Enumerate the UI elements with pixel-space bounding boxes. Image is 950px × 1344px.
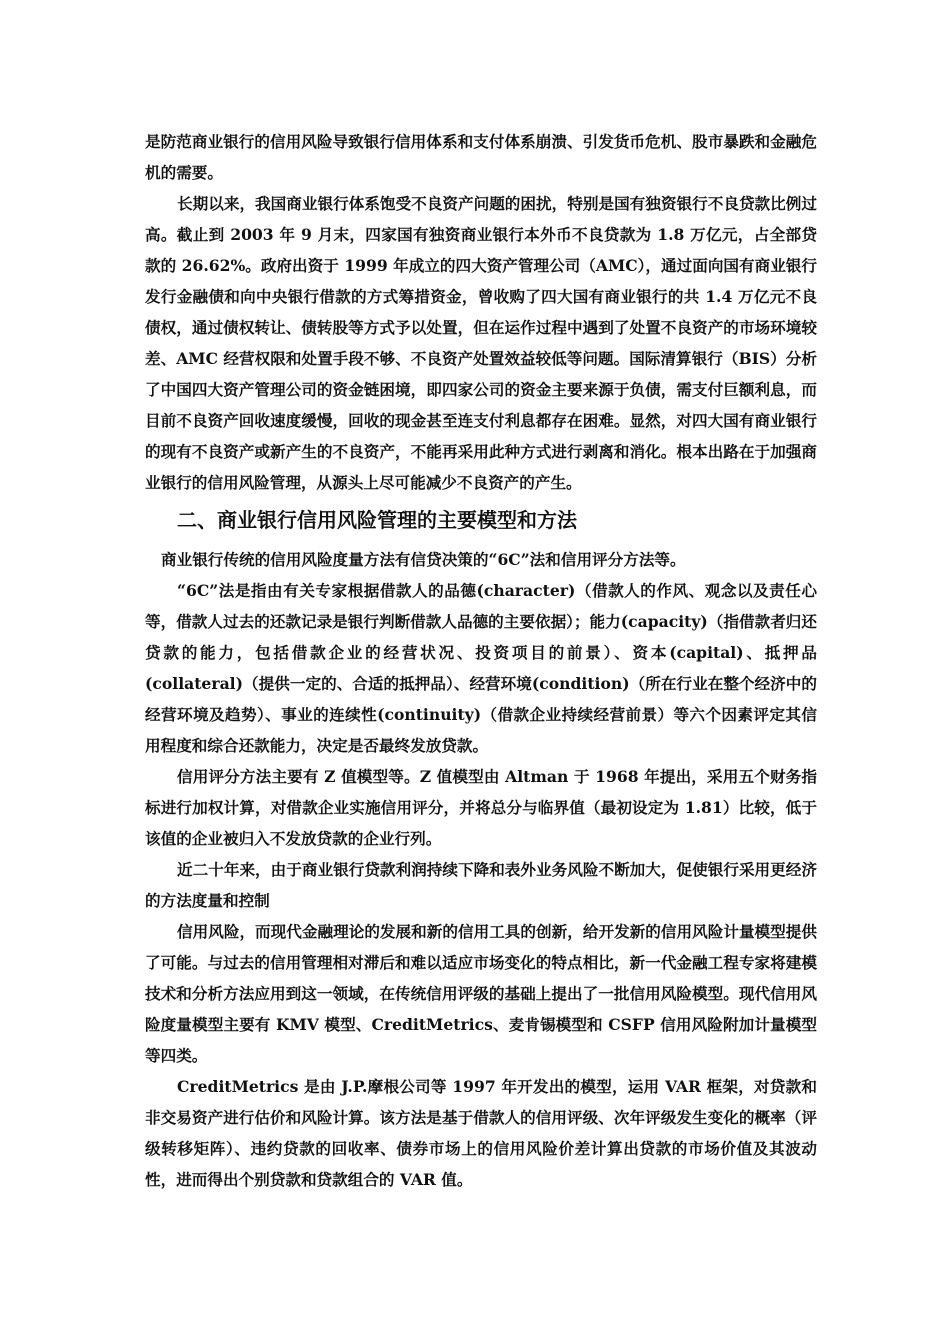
paragraph-creditmetrics: CreditMetrics 是由 J.P.摩根公司等 1997 年开发出的模型，运用 VAR 框架，对贷款和非交易资产进行估价和风险计算。该方法是基于借款人的信用评级、次年评级发生变化的概率（评级转移矩阵）、违约贷款的回收率、债券市场上的信用风险价差计算出贷款的市场价值及其波动性，进而得出个别贷款和贷款组合的 VAR 值。 [145,1077,817,1189]
paragraph-z-score: 信用评分方法主要有 Z 值模型等。Z 值模型由 Altman 于 1968 年提出，采用五个财务指标进行加权计算，对借款企业实施信用评分，并将总分与临界值（最初设定为 1.81）比较，低于该值的企业被归入不发放贷款的企业行列。 [145,767,817,848]
paragraph-6c-method: “6C”法是指由有关专家根据借款人的品德(character)（借款人的作风、观念以及责任心等，借款人过去的还款记录是银行判断借款人品德的主要依据）；能力(capacity)（指借款者归还贷款的能力，包括借款企业的经营状况、投资项目的前景）、资本(capital)、抵押品(collateral)（提供一定的、合适的抵押品）、经营环境(condition)（所在行业在整个经济中的经营环境及趋势）、事业的连续性(continuity)（借款企业持续经营前景）等六个因素评定其信用程度和综合还款能力，决定是否最终发放贷款。 [145,581,817,755]
paragraph-modern-models: 信用风险，而现代金融理论的发展和新的信用工具的创新，给开发新的信用风险计量模型提供了可能。与过去的信用管理相对滞后和难以适应市场变化的特点相比，新一代金融工程专家将建模技术和分析方法应用到这一领域，在传统信用评级的基础上提出了一批信用风险模型。现代信用风险度量模型主要有 KMV 模型、CreditMetrics、麦肯锡模型和 CSFP 信用风险附加计量模型等四类。 [145,922,817,1065]
paragraph-traditional-methods: 商业银行传统的信用风险度量方法有信贷决策的“6C”法和信用评分方法等。 [161,550,686,569]
paragraph-bad-assets: 长期以来，我国商业银行体系饱受不良资产问题的困扰，特别是国有独资银行不良贷款比例过高。截止到 2003 年 9 月末，四家国有独资商业银行本外币不良贷款为 1.8 万亿元，占全部贷款的 26.62%。政府出资于 1999 年成立的四大资产管理公司（AMC），通过面向国有商业银行发行金融债和向中央银行借款的方式筹措资金，曾收购了四大国有商业银行的共 1.4 万亿元不良债权，通过债权转让、债转股等方式予以处置，但在运作过程中遇到了处置不良资产的市场环境较差、AMC 经营权限和处置手段不够、不良资产处置效益较低等问题。国际清算银行（BIS）分析了中国四大资产管理公司的资金链困境，即四家公司的资金主要来源于负债，需支付巨额利息，而目前不良资产回收速度缓慢，回收的现金甚至连支付利息都存在困难。显然，对四大国有商业银行的现有不良资产或新产生的不良资产，不能再采用此种方式进行剥离和消化。根本出路在于加强商业银行的信用风险管理，从源头上尽可能减少不良资产的产生。 [145,194,817,492]
section-heading: 二、商业银行信用风险管理的主要模型和方法 [177,508,577,532]
paragraph-continuation: 是防范商业银行的信用风险导致银行信用体系和支付体系崩溃、引发货币危机、股市暴跌和金融危机的需要。 [145,132,817,182]
paragraph-recent-decades: 近二十年来，由于商业银行贷款利润持续下降和表外业务风险不断加大，促使银行采用更经济的方法度量和控制 [145,860,817,910]
document-page [145,126,817,1195]
